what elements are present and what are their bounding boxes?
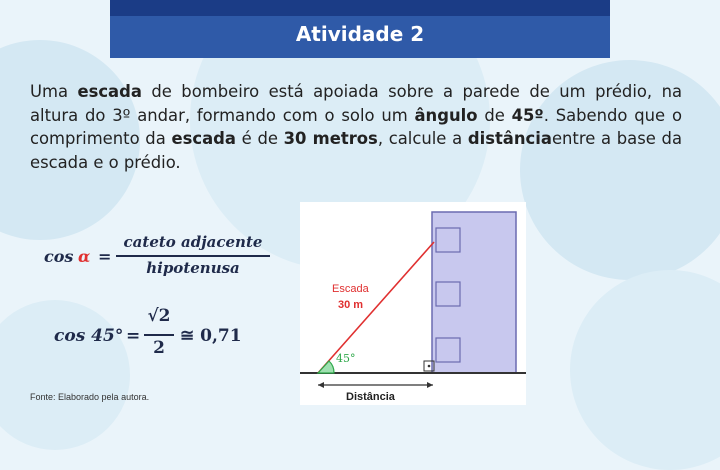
fraction-numerator: √2 bbox=[147, 306, 171, 326]
angle-label: 45° bbox=[336, 352, 356, 365]
formula-cos-45: cos 45° bbox=[54, 326, 124, 346]
formula-equals: = bbox=[98, 247, 112, 266]
arrow-head-left bbox=[318, 382, 324, 388]
arrow-head-right bbox=[427, 382, 433, 388]
statement-bold-text: escada bbox=[77, 82, 142, 101]
ladder-length-label: 30 m bbox=[338, 299, 364, 311]
cosine-definition-formula bbox=[44, 232, 284, 280]
distance-label: Distância bbox=[346, 391, 395, 403]
statement-bold-text: ângulo bbox=[414, 105, 478, 125]
statement-text: é de bbox=[235, 129, 284, 149]
fraction-bar bbox=[144, 334, 174, 336]
page-title: Atividade 2 bbox=[295, 22, 425, 46]
statement-text: , calcule a bbox=[377, 129, 468, 149]
statement-text: . Sabendo que o comprimento da bbox=[30, 105, 682, 149]
formula-cos: cos bbox=[44, 247, 74, 266]
building-window bbox=[436, 282, 460, 306]
statement-text: entre a base da escada e o prédio. bbox=[30, 129, 683, 172]
formula-equals: = bbox=[126, 326, 141, 346]
formula-approx-value: ≅ 0,71 bbox=[180, 326, 242, 346]
fraction-numerator: cateto adjacente bbox=[123, 233, 263, 251]
statement-text: de bbox=[477, 105, 512, 125]
right-angle-dot bbox=[428, 365, 431, 368]
statement-bold-text: escada bbox=[171, 129, 236, 149]
ladder-label: Escada bbox=[332, 283, 369, 295]
statement-text: de bombeiro está apoiada sobre a parede de um prédio, na altura do 3º andar, formando com o solo um bbox=[30, 82, 683, 125]
title-banner-strip bbox=[110, 0, 610, 16]
statement-bold-text: 30 metros bbox=[283, 129, 378, 149]
statement-bold-text: distância bbox=[467, 129, 552, 149]
background-circle bbox=[570, 270, 720, 470]
ladder-diagram-svg bbox=[300, 202, 526, 405]
title-banner bbox=[110, 0, 610, 58]
source-caption: Fonte: Elaborado pela autora. bbox=[30, 392, 150, 402]
fraction-denominator: hipotenusa bbox=[146, 259, 240, 277]
statement-bold-text: 45º bbox=[511, 105, 544, 125]
problem-statement bbox=[30, 80, 682, 174]
fraction-bar bbox=[116, 255, 270, 257]
building-window bbox=[436, 338, 460, 362]
cosine-45-formula bbox=[54, 306, 254, 362]
statement-text: Uma bbox=[30, 82, 78, 101]
ladder-diagram bbox=[300, 202, 526, 405]
building-window bbox=[436, 228, 460, 252]
formula-alpha: α bbox=[78, 247, 91, 266]
fraction-denominator: 2 bbox=[153, 338, 165, 358]
